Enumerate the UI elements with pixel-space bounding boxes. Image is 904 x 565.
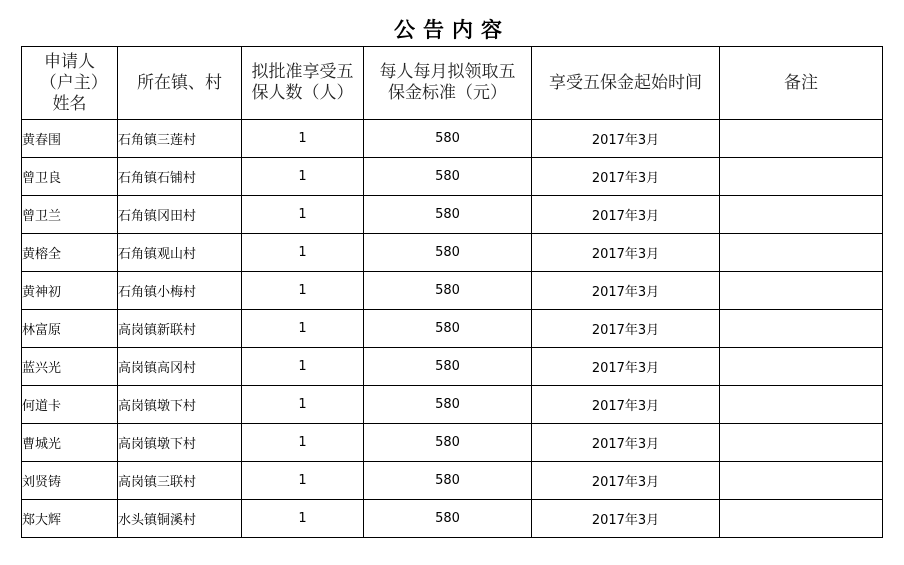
cell-start-time: 2017年3月: [532, 158, 720, 196]
cell-applicant-name: 林富原: [22, 310, 118, 348]
table-row: [22, 158, 883, 196]
cell-applicant-name: 黄春围: [22, 120, 118, 158]
cell-applicant-name: 蓝兴光: [22, 348, 118, 386]
cell-location: 高岗镇墩下村: [118, 386, 242, 424]
cell-start-time: 2017年3月: [532, 386, 720, 424]
cell-location: 石角镇冈田村: [118, 196, 242, 234]
cell-monthly-standard: 580: [364, 310, 532, 348]
table-row: [22, 386, 883, 424]
cell-monthly-standard: 580: [364, 500, 532, 538]
cell-monthly-standard: 580: [364, 196, 532, 234]
header-monthly-standard: 每人每月拟领取五保金标准（元）: [364, 47, 532, 120]
header-location: 所在镇、村: [118, 47, 242, 120]
table-row: [22, 120, 883, 158]
notice-table: [21, 46, 883, 538]
cell-applicant-name: 何道卡: [22, 386, 118, 424]
cell-remark: [720, 196, 883, 234]
cell-start-time: 2017年3月: [532, 500, 720, 538]
cell-applicant-name: 黄榕全: [22, 234, 118, 272]
page-title: 公告内容: [394, 18, 510, 42]
cell-remark: [720, 120, 883, 158]
cell-start-time: 2017年3月: [532, 196, 720, 234]
cell-monthly-standard: 580: [364, 348, 532, 386]
header-approved-count: 拟批准享受五保人数（人）: [242, 47, 364, 120]
cell-location: 高岗镇新联村: [118, 310, 242, 348]
cell-applicant-name: 黄神初: [22, 272, 118, 310]
cell-approved-count: 1: [242, 310, 364, 348]
table-row: [22, 500, 883, 538]
cell-location: 石角镇石铺村: [118, 158, 242, 196]
cell-remark: [720, 424, 883, 462]
header-row: [22, 47, 883, 120]
cell-monthly-standard: 580: [364, 272, 532, 310]
cell-approved-count: 1: [242, 158, 364, 196]
cell-start-time: 2017年3月: [532, 462, 720, 500]
cell-location: 石角镇小梅村: [118, 272, 242, 310]
header-remark: 备注: [720, 47, 883, 120]
cell-applicant-name: 曾卫兰: [22, 196, 118, 234]
table-row: [22, 424, 883, 462]
cell-remark: [720, 234, 883, 272]
cell-location: 石角镇观山村: [118, 234, 242, 272]
cell-monthly-standard: 580: [364, 424, 532, 462]
cell-location: 水头镇铜溪村: [118, 500, 242, 538]
table-row: [22, 462, 883, 500]
table-row: [22, 310, 883, 348]
cell-monthly-standard: 580: [364, 462, 532, 500]
cell-location: 高岗镇三联村: [118, 462, 242, 500]
cell-start-time: 2017年3月: [532, 310, 720, 348]
cell-approved-count: 1: [242, 424, 364, 462]
header-start-time: 享受五保金起始时间: [532, 47, 720, 120]
cell-approved-count: 1: [242, 196, 364, 234]
cell-remark: [720, 500, 883, 538]
cell-remark: [720, 158, 883, 196]
cell-start-time: 2017年3月: [532, 348, 720, 386]
cell-location: 高岗镇墩下村: [118, 424, 242, 462]
cell-start-time: 2017年3月: [532, 272, 720, 310]
header-applicant-name: 申请人（户主）姓名: [22, 47, 118, 120]
cell-remark: [720, 272, 883, 310]
cell-approved-count: 1: [242, 272, 364, 310]
cell-approved-count: 1: [242, 120, 364, 158]
cell-remark: [720, 386, 883, 424]
table-row: [22, 348, 883, 386]
cell-remark: [720, 310, 883, 348]
table-row: [22, 234, 883, 272]
cell-approved-count: 1: [242, 500, 364, 538]
cell-remark: [720, 348, 883, 386]
cell-monthly-standard: 580: [364, 120, 532, 158]
cell-approved-count: 1: [242, 234, 364, 272]
cell-monthly-standard: 580: [364, 386, 532, 424]
cell-approved-count: 1: [242, 348, 364, 386]
cell-approved-count: 1: [242, 462, 364, 500]
cell-start-time: 2017年3月: [532, 234, 720, 272]
cell-location: 高岗镇高冈村: [118, 348, 242, 386]
cell-remark: [720, 462, 883, 500]
cell-start-time: 2017年3月: [532, 120, 720, 158]
cell-monthly-standard: 580: [364, 234, 532, 272]
cell-monthly-standard: 580: [364, 158, 532, 196]
cell-applicant-name: 刘贤铸: [22, 462, 118, 500]
cell-applicant-name: 郑大辉: [22, 500, 118, 538]
cell-applicant-name: 曹城光: [22, 424, 118, 462]
cell-approved-count: 1: [242, 386, 364, 424]
cell-start-time: 2017年3月: [532, 424, 720, 462]
cell-location: 石角镇三莲村: [118, 120, 242, 158]
table-row: [22, 272, 883, 310]
cell-applicant-name: 曾卫良: [22, 158, 118, 196]
table-row: [22, 196, 883, 234]
